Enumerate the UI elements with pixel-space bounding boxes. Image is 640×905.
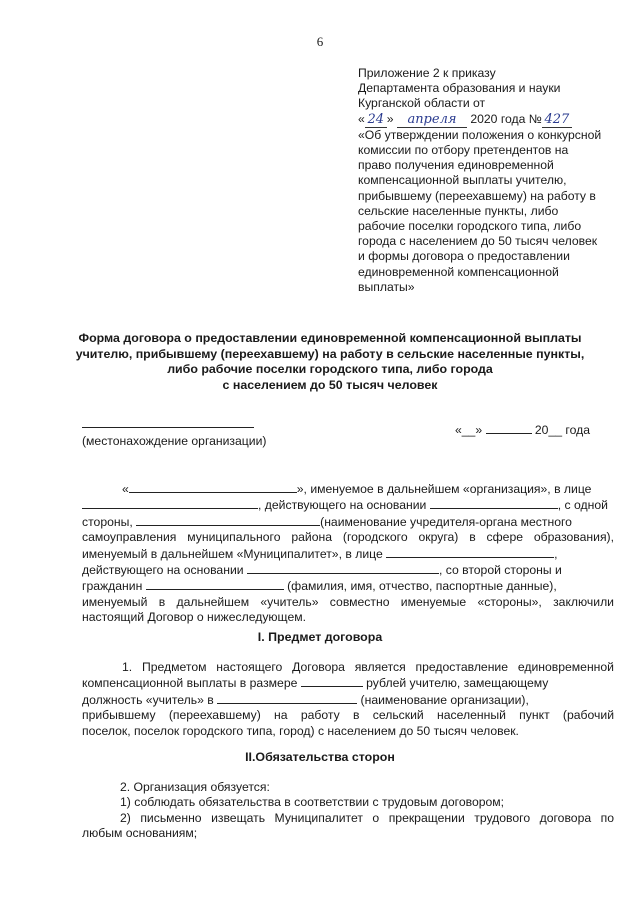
- title-line: с населением до 50 тысяч человек: [222, 377, 438, 392]
- page-number: 6: [316, 34, 324, 49]
- handwritten-day: 24: [365, 112, 387, 128]
- section-2-list: [82, 780, 614, 842]
- title-line: Форма договора о предоставлении единовременной компенсационной выплаты: [78, 331, 582, 345]
- appendix-header: [358, 66, 620, 295]
- document-title: [70, 331, 590, 393]
- text: , со второй стороны и: [438, 563, 562, 578]
- section-2-item: 1) соблюдать обязательства в соответствии с трудовым договором;: [120, 795, 505, 810]
- appendix-desc-line: комиссии по отбору претендентов на: [358, 143, 569, 158]
- section-2-item: 2. Организация обязуется:: [120, 780, 270, 794]
- order-date-line: [358, 112, 620, 128]
- citizen-blank: [146, 578, 284, 590]
- appendix-line: Курганской области от: [358, 96, 486, 111]
- parties-paragraph: [82, 481, 614, 626]
- quote: »: [386, 111, 394, 126]
- section-1-line: [82, 692, 614, 708]
- amount-blank: [301, 675, 363, 687]
- parties-line: настоящий Договор о нижеследующем.: [82, 610, 306, 625]
- appendix-desc-line: единовременной компенсационной: [358, 264, 559, 279]
- date-year-prefix: 20: [534, 423, 549, 437]
- organization-blank: [217, 692, 357, 704]
- municipality-rep-blank: [386, 546, 554, 558]
- appendix-desc-line: прибывшему (переехавшему) на работу в: [358, 188, 596, 203]
- appendix-desc-line: компенсационной выплаты учителю,: [358, 173, 567, 188]
- appendix-line: Приложение 2 к приказу: [358, 66, 496, 80]
- text: », именуемое в дальнейшем «организация», в лице: [296, 482, 592, 496]
- section-2-item: любым основаниям;: [82, 826, 198, 841]
- appendix-desc-line: право получения единовременной: [358, 158, 554, 173]
- appendix-desc-line: сельские населенные пункты, либо: [358, 203, 559, 218]
- section-1-line: 1. Предметом настоящего Договора является предоставление единовременной: [122, 660, 614, 674]
- text: , с одной: [557, 498, 608, 513]
- text: компенсационной выплаты в размере: [82, 676, 298, 691]
- parties-line: именуемый в дальнейшем «учитель» совместно именуемые «стороны», заключили: [82, 594, 614, 609]
- date-year-suffix: __ года: [548, 423, 590, 437]
- parties-line: самоуправления муниципального района (городского округа) в сфере образования),: [82, 530, 614, 545]
- section-2-item: 2) письменно извещать Муниципалитет о прекращении трудового договора по: [120, 810, 614, 825]
- handwritten-order-number: 427: [542, 112, 572, 128]
- text: (фамилия, имя, отчество, паспортные данные),: [287, 579, 557, 594]
- text: должность «учитель» в: [82, 692, 214, 707]
- parties-line: [82, 497, 614, 513]
- appendix-line: Департамента образования и науки: [358, 81, 561, 96]
- section-1-paragraph: [82, 660, 614, 739]
- parties-line: [82, 562, 614, 578]
- order-year-text: 2020 года №: [470, 111, 542, 126]
- location-caption: (местонахождение организации): [82, 434, 267, 448]
- title-line: учителю, прибывшему (переехавшему) на работу в сельские населенные пункты,: [75, 346, 585, 361]
- section-1-heading: I. Предмет договора: [257, 630, 383, 644]
- appendix-desc-line: выплаты»: [358, 279, 415, 294]
- appendix-desc-line: и формы договора о предоставлении: [358, 249, 570, 264]
- text: стороны,: [82, 514, 133, 529]
- date-day-blank: «__»: [455, 423, 483, 437]
- parties-line: [82, 578, 614, 594]
- parties-line: [82, 481, 614, 497]
- parties-line: [82, 546, 614, 562]
- text: действующего на основании: [82, 563, 244, 578]
- text: (наименование организации),: [360, 692, 529, 707]
- location-blank-line: [82, 427, 254, 428]
- text: (наименование учредителя-органа местного: [320, 514, 572, 529]
- basis-blank: [430, 497, 558, 509]
- title-line: либо рабочие поселки городского типа, либо города: [167, 362, 493, 377]
- section-2-heading: II.Обязательства сторон: [245, 750, 395, 764]
- parties-line: [82, 514, 614, 530]
- section-1-line: поселок, поселок городского типа, город) с населением до 50 тысяч человек.: [82, 723, 519, 738]
- text: , действующего на основании: [258, 498, 427, 513]
- quote: «: [358, 111, 365, 126]
- appendix-desc-line: рабочие поселки городского типа, либо: [358, 219, 582, 234]
- section-1-line: [82, 675, 614, 691]
- text: ,: [554, 546, 558, 561]
- contract-date-line: [455, 422, 590, 437]
- text: «: [122, 482, 129, 496]
- representative-blank: [82, 497, 258, 509]
- text: гражданин: [82, 579, 143, 594]
- text: рублей учителю, замещающему: [366, 676, 549, 691]
- appendix-desc-line: города с населением до 50 тысяч человек: [358, 234, 598, 249]
- founder-blank: [136, 514, 320, 526]
- section-1-line: прибывшему (переехавшему) на работу в сельский населенный пункт (рабочий: [82, 708, 614, 723]
- handwritten-month: апреля: [397, 112, 467, 128]
- date-month-blank: [486, 422, 532, 434]
- municipality-basis-blank: [247, 562, 439, 574]
- org-name-blank: [129, 481, 297, 493]
- appendix-desc-line: «Об утверждении положения о конкурсной: [358, 127, 602, 142]
- text: именуемый в дальнейшем «Муниципалитет», в лице: [82, 546, 383, 561]
